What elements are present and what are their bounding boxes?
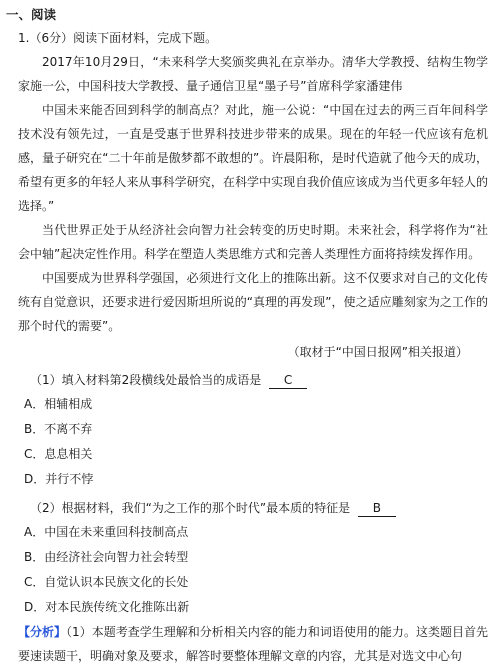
subquestion-1 — [18, 368, 488, 392]
subquestion-2-options — [18, 520, 488, 620]
section-title: 一、阅读 — [6, 7, 57, 22]
option-2b: B．由经济社会向智力社会转型 — [24, 550, 189, 564]
material-paragraph-4: 中国要成为世界科学强国，必须进行文化上的推陈出新。这不仅要求对自己的文化传统有自觉意识，还要求进行爱因斯坦所说的“真理的再发现”，使之适应雕刻家为之工作的那个时代的需要”。 — [18, 271, 488, 333]
subquestion-2-prompt: （2）根据材料，我们“为之工作的那个时代”最本质的特征是 — [30, 501, 351, 515]
option-1c: C．息息相关 — [24, 447, 93, 461]
subquestion-2 — [18, 496, 488, 520]
option-2c: C．自觉认识本民族文化的长处 — [24, 575, 189, 589]
question-heading: 1.（6分）阅读下面材料，完成下题。 — [18, 31, 218, 45]
option-1a: A．相辅相成 — [24, 397, 93, 411]
option-2d: D．对本民族传统文化推陈出新 — [24, 600, 190, 614]
subquestion-2-answer: B — [358, 500, 396, 517]
analysis-tag: 【分析】 — [18, 625, 67, 639]
option-1b: B．不离不弃 — [24, 422, 93, 436]
subquestion-1-options — [18, 392, 488, 492]
analysis-paragraph — [18, 620, 488, 668]
analysis-text: （1）本题考查学生理解和分析相关内容的能力和词语使用的能力。这类题目首先要速读题干，明确对象及要求，解答时要整体理解文章的内容，尤其是对选文中心句 — [18, 625, 488, 663]
material-paragraph-3: 当代世界正处于从经济社会向智力社会转变的历史时期。未来社会，科学将作为“社会中轴”起决定性作用。科学在塑造人类思维方式和完善人类理性方面将持续发挥作用。 — [18, 223, 488, 261]
material-paragraph-2: 中国未来能否回到科学的制高点？对此，施一公说：“中国在过去的两三百年间科学技术没有领先过，一直是受惠于世界科技进步带来的成果。现在的年轻一代应该有危机感，量子研究在“二十年前是傲梦都不敢想的”。许晨阳称，是时代造就了他今天的成功，希望有更多的年轻人来从事科学研究，在科学中实现自我价值应该成为当代更多年轻人的选择。” — [18, 103, 488, 213]
material-source: （取材于“中国日报网”相关报道） — [287, 345, 468, 359]
option-1d: D．并行不悖 — [24, 472, 94, 486]
subquestion-1-prompt: （1）填入材料第2段横线处最恰当的成语是 — [30, 373, 262, 387]
material-paragraph-1: 2017年10月29日，“未来科学大奖颁奖典礼在京举办。清华大学教授、结构生物学家施一公，中国科技大学教授、量子通信卫星“墨子号”首席科学家潘建伟 — [18, 55, 488, 93]
subquestion-1-answer: C — [269, 372, 307, 389]
option-2a: A．中国在未来重回科技制高点 — [24, 525, 189, 539]
